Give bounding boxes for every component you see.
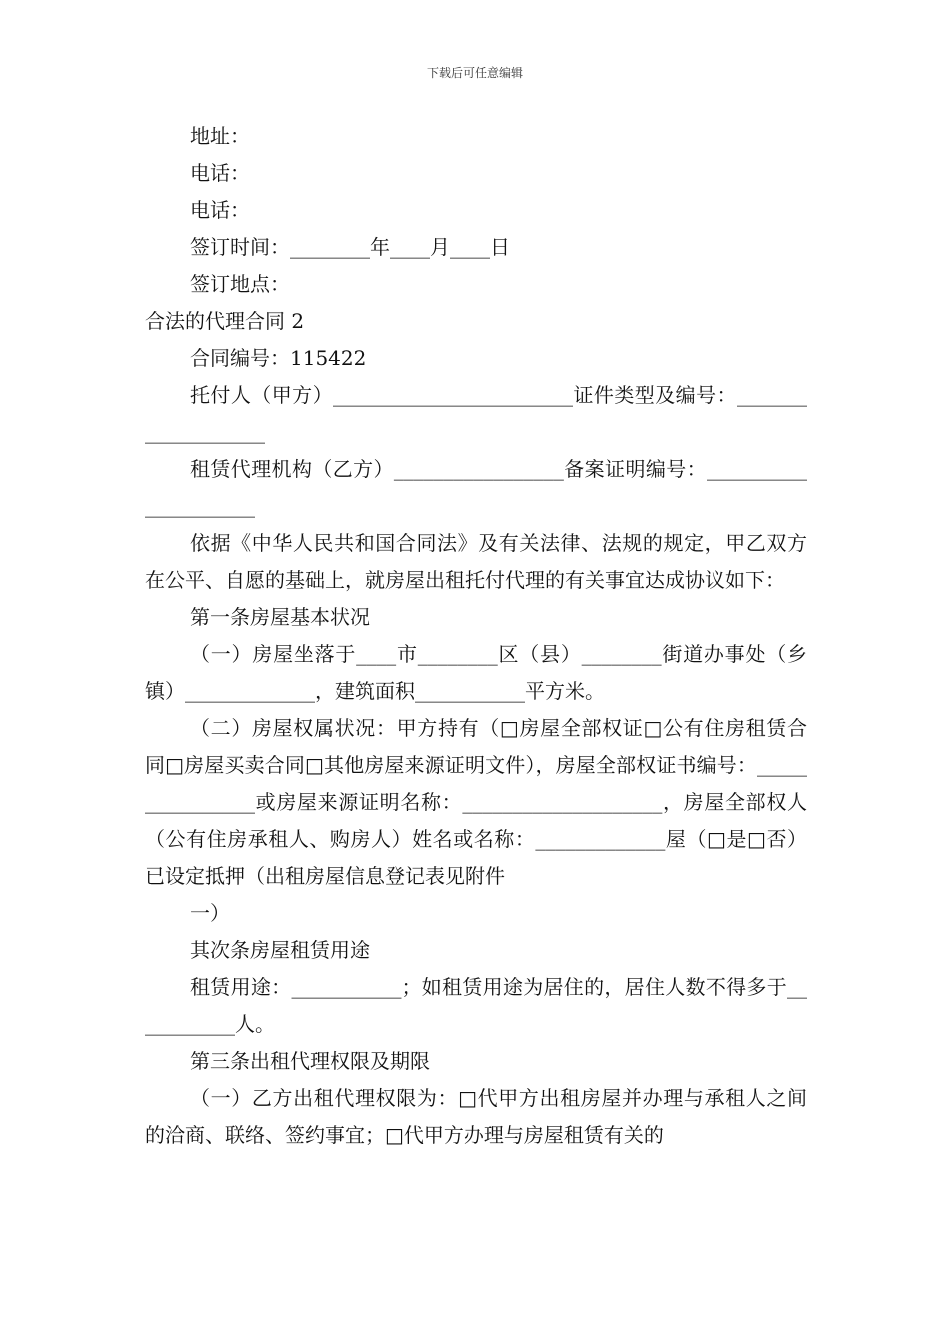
address-line: 地址： <box>190 124 250 148</box>
contract-title: 合法的代理合同 2 <box>145 309 305 333</box>
article-3-clause-1: （一）乙方出租代理权限为：□代甲方出租房屋并办理与承租人之间的洽商、联络、签约事宜；□代甲方办理与房屋租赁有关的 <box>145 1086 807 1147</box>
contract-number-line: 合同编号：115422 <box>190 346 367 370</box>
page-header: 下载后可任意编辑 <box>426 66 523 80</box>
agent-party-line: 租赁代理机构（乙方）_________________备案证明编号：_____________________ <box>145 457 807 518</box>
principal-party-line: 托付人（甲方）________________________证件类型及编号：___________________ <box>145 383 807 444</box>
article-1-clause-1: （一）房屋坐落于____市________区（县）________街道办事处（乡镇）_____________，建筑面积___________平方米。 <box>145 642 807 703</box>
sign-place-line: 签订地点： <box>190 272 290 296</box>
article-3-heading: 第三条出租代理权限及期限 <box>190 1049 430 1073</box>
document-body <box>145 118 807 1154</box>
phone-line-1: 电话： <box>190 161 250 185</box>
phone-line-2: 电话： <box>190 198 250 222</box>
article-1-clause-2: （二）房屋权属状况：甲方持有（□房屋全部权证□公有住房租赁合同□房屋买卖合同□其他房屋来源证明文件），房屋全部权证书编号：________________或房屋来源证明名称：____________________，房屋全部权人（公有住房承租人、购房人）姓名或名称：_____________屋（□是□否）已设定抵押（出租房屋信息登记表见附件 <box>145 716 807 888</box>
preamble-paragraph: 依据《中华人民共和国合同法》及有关法律、法规的规定，甲乙双方在公平、自愿的基础上，就房屋出租托付代理的有关事宜达成协议如下： <box>145 531 807 592</box>
article-2-heading: 其次条房屋租赁用途 <box>190 938 370 962</box>
annex-note: 一） <box>190 901 230 925</box>
article-1-heading: 第一条房屋基本状况 <box>190 605 370 629</box>
sign-date-line: 签订时间：________年____月____日 <box>190 235 510 259</box>
article-2-clause: 租赁用途：___________；如租赁用途为居住的，居住人数不得多于___________人。 <box>145 975 807 1036</box>
